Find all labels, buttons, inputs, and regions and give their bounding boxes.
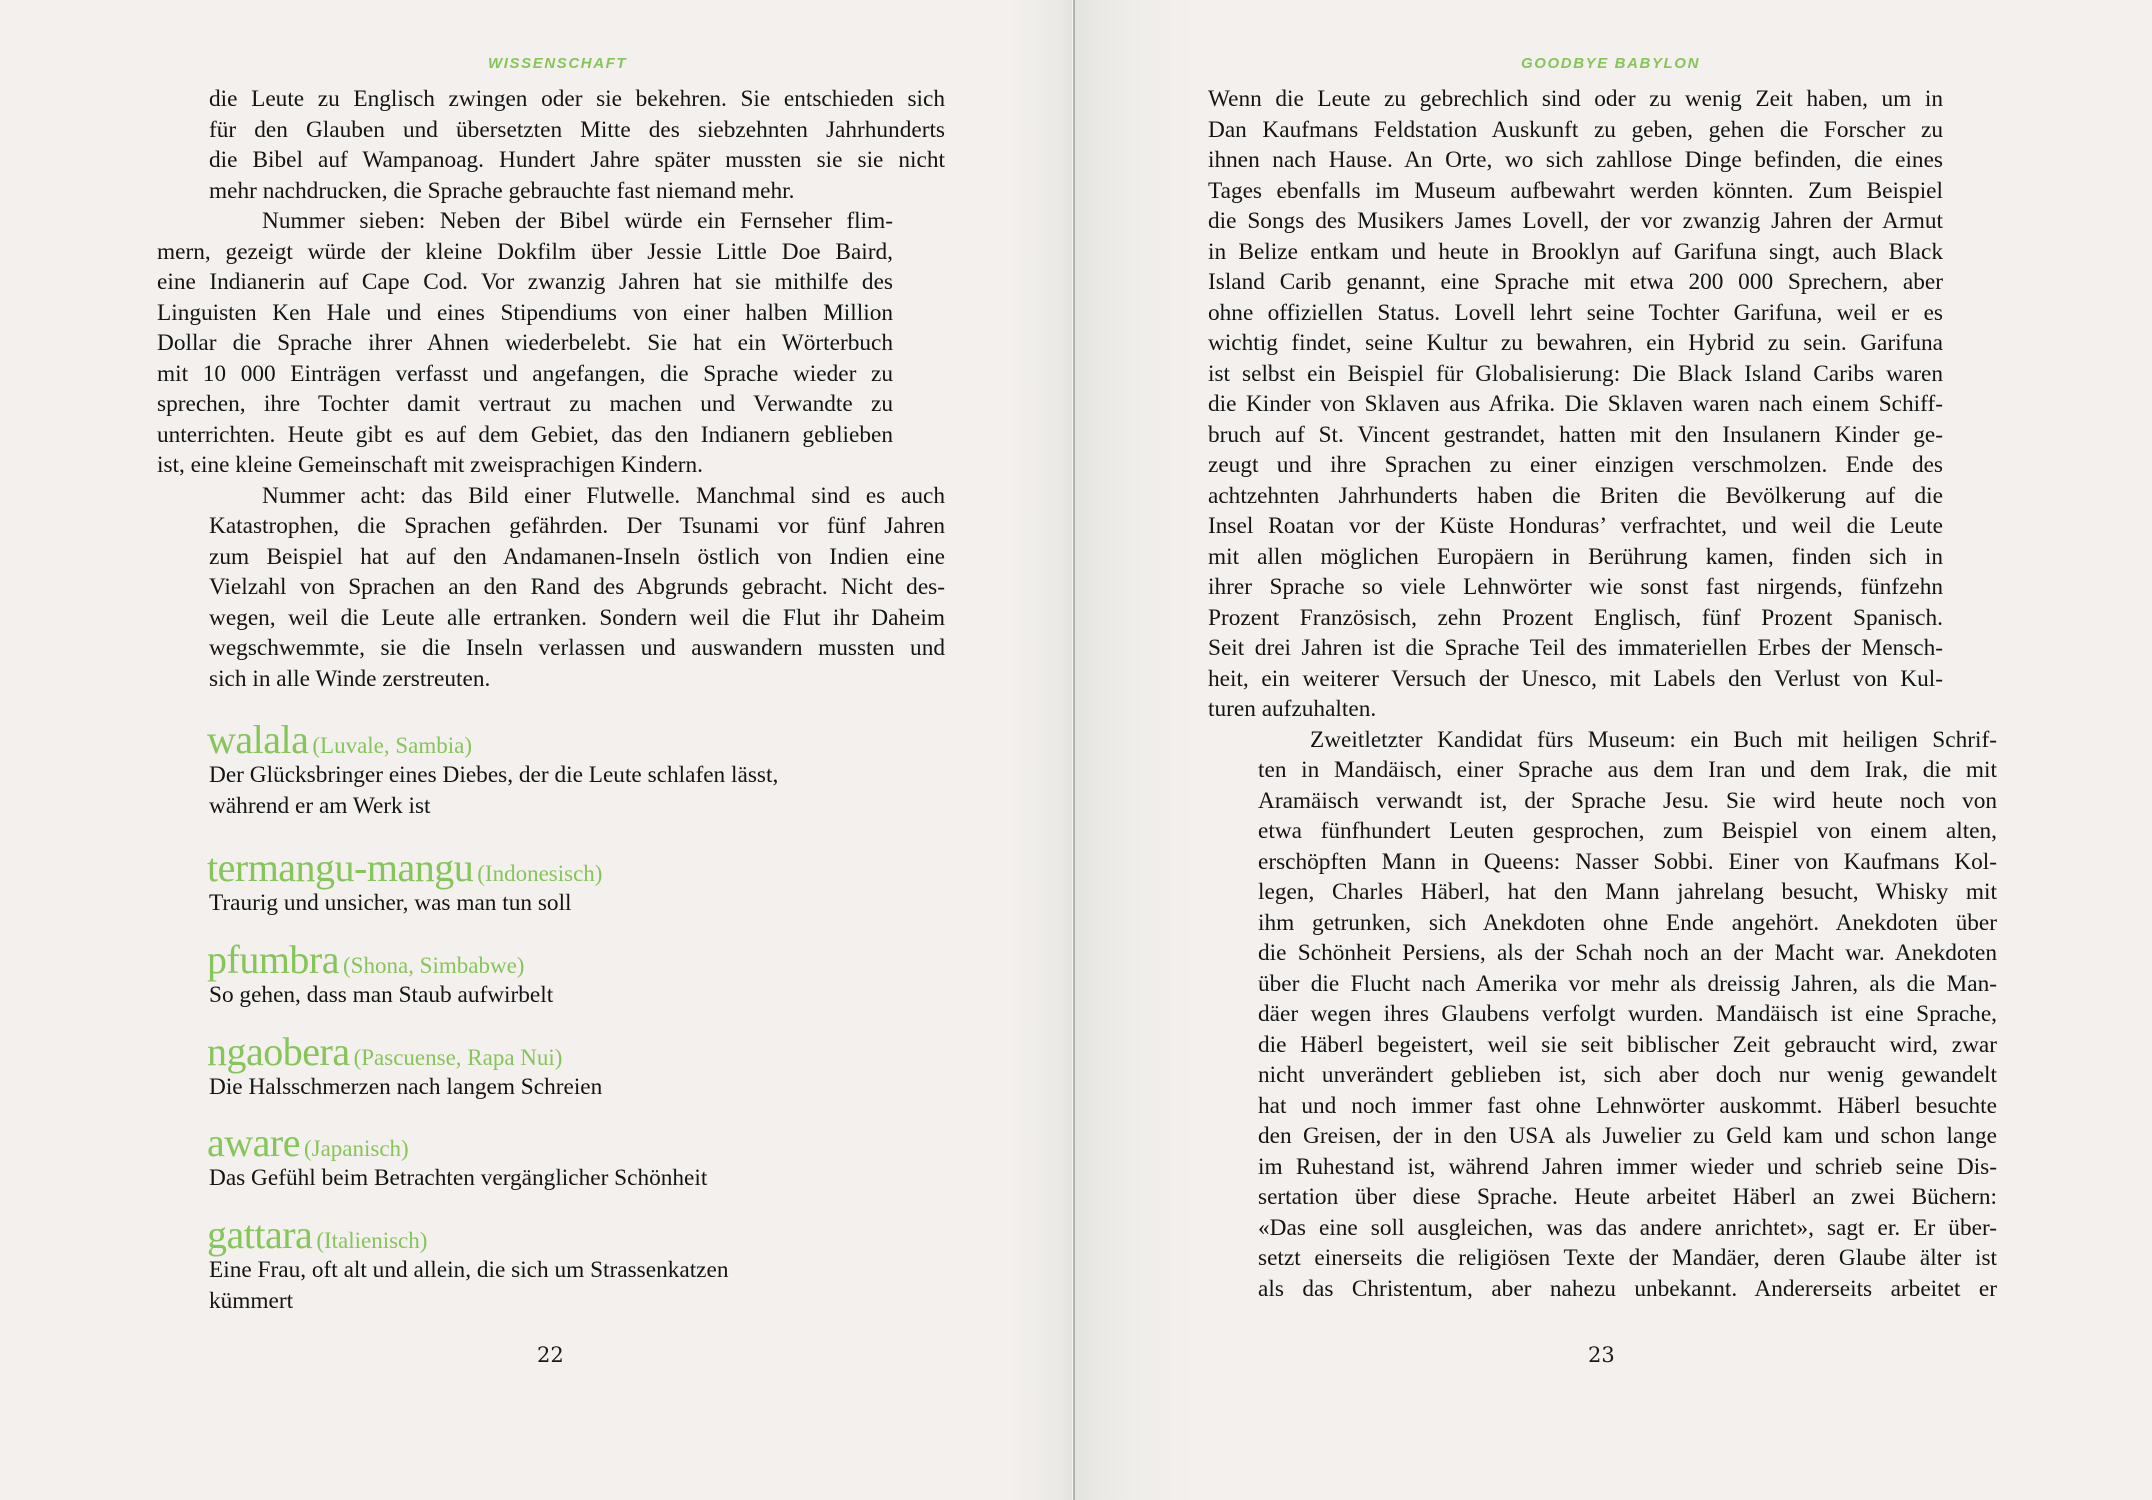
text-line: ist selbst ein Beispiel für Globalisierung: Die Black Island Caribs waren <box>1208 360 1943 387</box>
text-line: die Schönheit Persiens, als der Schah noch an der Macht war. Anekdoten <box>1258 940 1997 966</box>
glossary-definition: Eine Frau, oft alt und allein, die sich um Strassenkatzen <box>209 1257 729 1283</box>
text-line: mern, gezeigt würde der kleine Dokfilm über Jessie Little Doe Baird, <box>157 238 893 265</box>
text-line: unterrichten. Heute gibt es auf dem Gebiet, das den Indianern geblieben <box>157 421 893 448</box>
text-line: mit allen möglichen Europäern in Berührung kamen, finden sich in <box>1208 543 1943 570</box>
text-line: legen, Charles Häberl, hat den Mann jahrelang besucht, Whisky mit <box>1258 879 1997 905</box>
text-line: die Bibel auf Wampanoag. Hundert Jahre später mussten sie sie nicht <box>209 147 945 173</box>
text-line: Nummer acht: das Bild einer Flutwelle. Manchmal sind es auch <box>262 482 945 509</box>
text-line: ihm getrunken, sich Anekdoten ohne Ende angehört. Anekdoten über <box>1258 909 1997 936</box>
glossary-language: (Indonesisch) <box>477 861 603 886</box>
text-line: die Songs des Musikers James Lovell, der vor zwanzig Jahren der Armut <box>1208 208 1943 234</box>
glossary-headword <box>207 1121 409 1165</box>
text-line: den Greisen, der in den USA als Juwelier zu Geld kam und schon lange <box>1258 1123 1997 1149</box>
text-line: Insel Roatan vor der Küste Honduras’ verfrachtet, und weil die Leute <box>1208 513 1943 539</box>
right-page <box>1075 0 2152 1500</box>
text-line: ihnen nach Hause. An Orte, wo sich zahllose Dinge befinden, die eines <box>1208 147 1943 173</box>
glossary-word: aware <box>207 1120 300 1165</box>
glossary-definition: Das Gefühl beim Betrachten vergänglicher Schönheit <box>209 1165 708 1191</box>
text-line: Linguisten Ken Hale und eines Stipendiums von einer halben Million <box>157 299 893 326</box>
glossary-definition: Die Halsschmerzen nach langem Schreien <box>209 1074 603 1100</box>
glossary-definition: während er am Werk ist <box>209 792 431 819</box>
text-line: ihrer Sprache so viele Lehnwörter wie sonst fast nirgends, fünfzehn <box>1208 574 1943 600</box>
text-line: turen aufzuhalten. <box>1208 696 1377 722</box>
glossary-definition: So gehen, dass man Staub aufwirbelt <box>209 982 554 1008</box>
text-line: für den Glauben und übersetzten Mitte des siebzehnten Jahrhunderts <box>209 116 945 143</box>
text-line: sprechen, ihre Tochter damit vertraut zu machen und Verwandte zu <box>157 391 893 417</box>
glossary-language: (Pascuense, Rapa Nui) <box>353 1045 563 1070</box>
text-line: als das Christentum, aber nahezu unbekannt. Andererseits arbeitet er <box>1258 1275 1997 1302</box>
running-head-left: WISSENSCHAFT <box>488 55 628 72</box>
text-line: setzt einerseits die religiösen Texte der Mandäer, deren Glaube älter ist <box>1258 1245 1997 1271</box>
glossary-word: ngaobera <box>207 1029 350 1074</box>
text-line: Prozent Französisch, zehn Prozent Englisch, fünf Prozent Spanisch. <box>1208 604 1943 631</box>
text-line: mehr nachdrucken, die Sprache gebrauchte fast niemand mehr. <box>209 177 795 204</box>
text-line: die Häberl begeistert, weil sie seit biblischer Zeit gebraucht wird, zwar <box>1258 1031 1997 1058</box>
glossary-word: pfumbra <box>207 937 340 982</box>
glossary-language: (Luvale, Sambia) <box>312 733 473 758</box>
text-line: Zweitletzter Kandidat fürs Museum: ein Buch mit heiligen Schrif- <box>1310 726 1997 753</box>
text-line: däer wegen ihres Glaubens verfolgt wurden. Mandäisch ist eine Sprache, <box>1258 1001 1997 1027</box>
glossary-headword <box>207 718 472 762</box>
glossary-word: walala <box>207 717 309 762</box>
text-line: Wenn die Leute zu gebrechlich sind oder zu wenig Zeit haben, um in <box>1208 86 1943 112</box>
text-line: die Kinder von Sklaven aus Afrika. Die Sklaven waren nach einem Schiff- <box>1208 391 1943 417</box>
text-line: wegschwemmte, sie die Inseln verlassen und auswandern mussten und <box>209 635 945 661</box>
text-line: achtzehnten Jahrhunderts haben die Briten die Bevölkerung auf die <box>1208 482 1943 509</box>
text-line: ohne offiziellen Status. Lovell lehrt seine Tochter Garifuna, weil er es <box>1208 299 1943 326</box>
text-line: sertation über diese Sprache. Heute arbeitet Häberl an zwei Büchern: <box>1258 1184 1997 1210</box>
text-line: Dan Kaufmans Feldstation Auskunft zu geben, gehen die Forscher zu <box>1208 116 1943 143</box>
running-head-right: GOODBYE BABYLON <box>1521 55 1701 72</box>
glossary-headword <box>207 846 602 890</box>
text-line: Island Carib genannt, eine Sprache mit etwa 200 000 Sprechern, aber <box>1208 269 1943 295</box>
text-line: zum Beispiel hat auf den Andamanen-Inseln östlich von Indien eine <box>209 543 945 570</box>
glossary-definition: Traurig und unsicher, was man tun soll <box>209 890 572 916</box>
text-line: Seit drei Jahren ist die Sprache Teil des immateriellen Erbes der Mensch- <box>1208 635 1943 661</box>
glossary-language: (Shona, Simbabwe) <box>343 953 525 978</box>
page-number-left: 22 <box>537 1343 564 1367</box>
text-line: Vielzahl von Sprachen an den Rand des Abgrunds gebracht. Nicht des- <box>209 574 945 600</box>
glossary-language: (Japanisch) <box>303 1136 409 1161</box>
text-line: ist, eine kleine Gemeinschaft mit zweisprachigen Kindern. <box>157 452 703 478</box>
text-line: Dollar die Sprache ihrer Ahnen wiederbelebt. Sie hat ein Wörterbuch <box>157 330 893 356</box>
glossary-definition: kümmert <box>209 1287 294 1314</box>
text-line: sich in alle Winde zerstreuten. <box>209 665 491 692</box>
text-line: eine Indianerin auf Cape Cod. Vor zwanzig Jahren hat sie mithilfe des <box>157 269 893 295</box>
glossary-word: gattara <box>207 1212 313 1257</box>
text-line: ten in Mandäisch, einer Sprache aus dem Iran und dem Irak, die mit <box>1258 757 1997 783</box>
text-line: die Leute zu Englisch zwingen oder sie bekehren. Sie entschieden sich <box>209 86 945 112</box>
text-line: Katastrophen, die Sprachen gefährden. Der Tsunami vor fünf Jahren <box>209 513 945 539</box>
glossary-headword <box>207 938 524 982</box>
glossary-word: termangu-mangu <box>207 845 474 890</box>
text-line: bruch auf St. Vincent gestrandet, hatten mit den Insulanern Kinder ge- <box>1208 421 1943 448</box>
text-line: Aramäisch verwandt ist, der Sprache Jesu. Sie wird heute noch von <box>1258 787 1997 814</box>
text-line: im Ruhestand ist, während Jahren immer wieder und schrieb seine Dis- <box>1258 1153 1997 1180</box>
text-line: zeugt und ihre Sprachen zu einer einzigen verschmolzen. Ende des <box>1208 452 1943 478</box>
text-line: hat und noch immer fast ohne Lehnwörter auskommt. Häberl besuchte <box>1258 1092 1997 1119</box>
text-line: wegen, weil die Leute alle ertranken. Sondern weil die Flut ihr Daheim <box>209 604 945 631</box>
text-line: etwa fünfhundert Leuten gesprochen, zum Beispiel von einem alten, <box>1258 818 1997 844</box>
glossary-language: (Italienisch) <box>316 1228 428 1253</box>
glossary-headword <box>207 1213 427 1257</box>
glossary-definition: Der Glücksbringer eines Diebes, der die Leute schlafen lässt, <box>209 762 779 788</box>
text-line: wichtig findet, seine Kultur zu bewahren, ein Hybrid zu sein. Garifuna <box>1208 330 1943 356</box>
text-line: Nummer sieben: Neben der Bibel würde ein Fernseher flim- <box>262 208 893 234</box>
text-line: «Das eine soll ausgleichen, was das andere anrichtet», sagt er. Er über- <box>1258 1214 1997 1241</box>
glossary-headword <box>207 1030 562 1074</box>
text-line: nicht unverändert geblieben ist, sich aber doch nur wenig gewandelt <box>1258 1062 1997 1088</box>
page-number-right: 23 <box>1588 1343 1615 1367</box>
text-line: in Belize entkam und heute in Brooklyn auf Garifuna singt, auch Black <box>1208 238 1943 265</box>
text-line: erschöpften Mann in Queens: Nasser Sobbi. Einer von Kaufmans Kol- <box>1258 848 1997 875</box>
text-line: Tages ebenfalls im Museum aufbewahrt werden könnten. Zum Beispiel <box>1208 177 1943 204</box>
left-page <box>0 0 1075 1500</box>
text-line: mit 10 000 Einträgen verfasst und angefangen, die Sprache wieder zu <box>157 360 893 387</box>
text-line: heit, ein weiterer Versuch der Unesco, mit Labels den Verlust von Kul- <box>1208 665 1943 692</box>
text-line: über die Flucht nach Amerika vor mehr als dreissig Jahren, als die Man- <box>1258 970 1997 997</box>
